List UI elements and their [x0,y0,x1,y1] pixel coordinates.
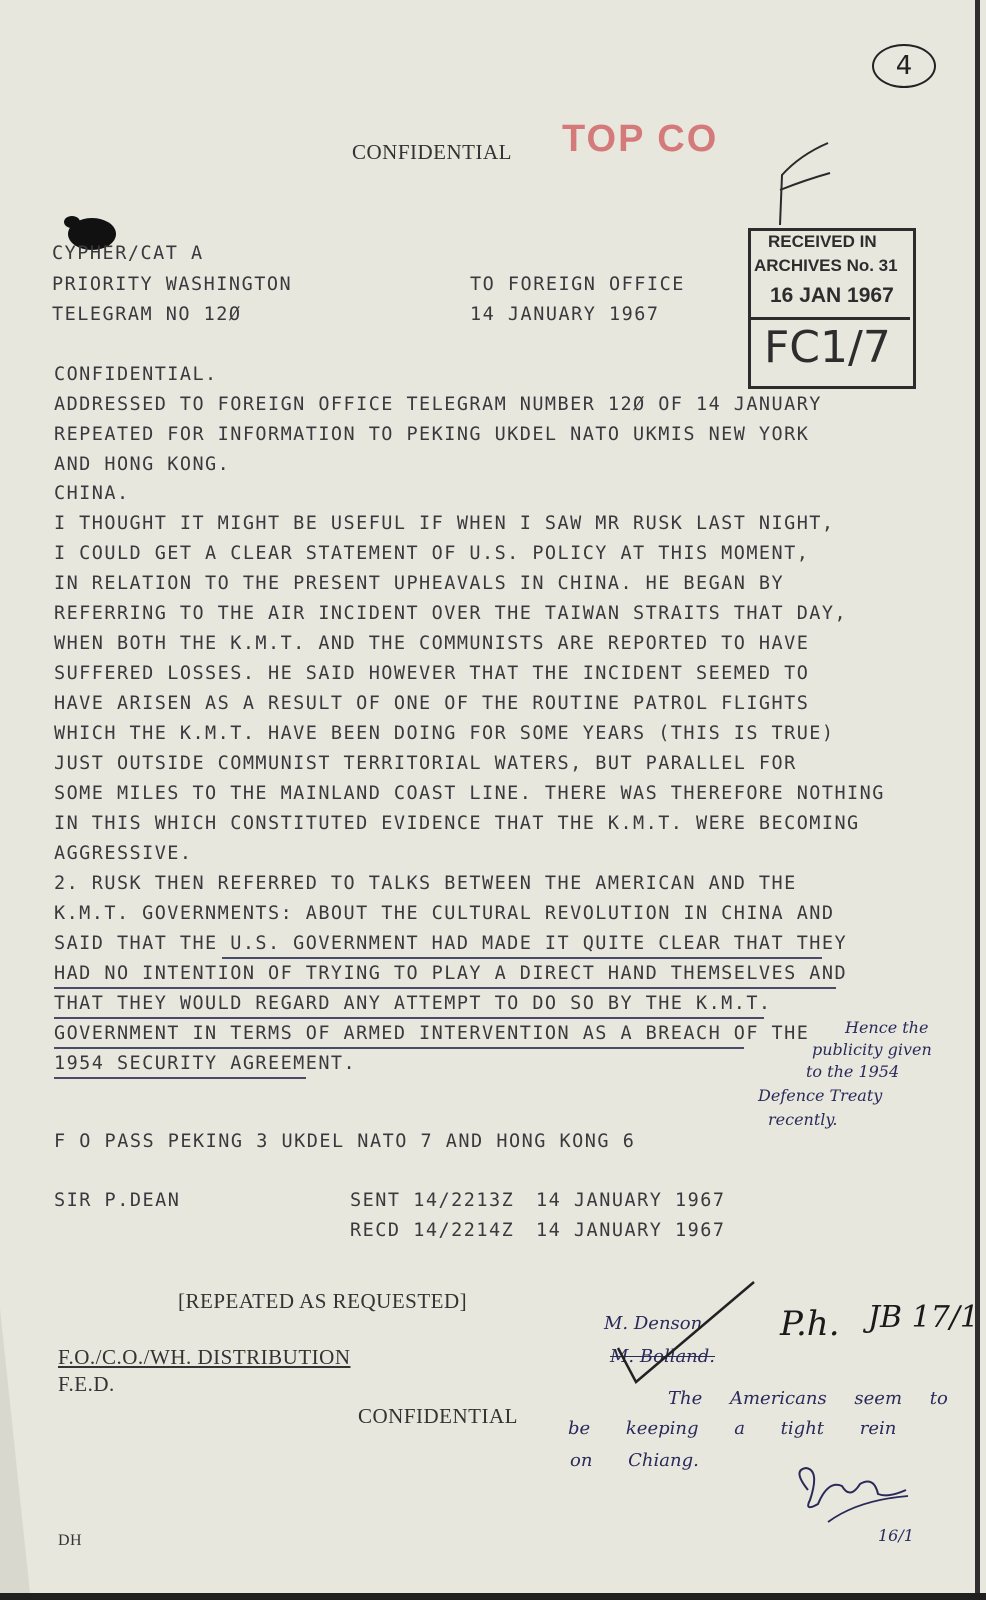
body-line: WHEN BOTH THE K.M.T. AND THE COMMUNISTS ARE REPORTED TO HAVE [54,633,810,654]
f-mark-icon [760,135,840,230]
routing-to: TO FOREIGN OFFICE [470,274,685,295]
department: F.E.D. [58,1372,115,1396]
body-line: HAVE ARISEN AS A RESULT OF ONE OF THE ROUTINE PATROL FLIGHTS [54,693,810,714]
handwritten-name: M. Bolland. [610,1346,716,1367]
margin-note-line: recently. [768,1110,838,1129]
margin-note-line: Defence Treaty [758,1086,883,1105]
body-line: CHINA. [54,483,130,504]
body-line: GOVERNMENT IN TERMS OF ARMED INTERVENTION AS A BREACH OF THE [54,1023,810,1044]
underline-mark [222,957,822,959]
body-line: CONFIDENTIAL. [54,364,218,385]
underline-mark [54,987,836,989]
margin-note-line: Hence the [845,1018,929,1037]
body-line: IN THIS WHICH CONSTITUTED EVIDENCE THAT THE K.M.T. WERE BECOMING [54,813,860,834]
body-line: THAT THEY WOULD REGARD ANY ATTEMPT TO DO SO BY THE K.M.T. [54,993,772,1014]
folded-corner [0,1308,30,1593]
recd-label: RECD 14/2214Z [350,1220,515,1241]
handwritten-initials-ph: P.h. [780,1304,840,1344]
stamp-line-received: RECEIVED IN [768,232,877,251]
tick-mark-icon [614,1278,764,1388]
stamp-reference: FC1/7 [764,322,891,373]
handwritten-initials-jb: JB 17/1 [868,1300,979,1335]
routing-date: 14 JANUARY 1967 [470,304,660,325]
routing-telegram-no: TELEGRAM NO 12Ø [52,304,242,325]
footer-initials: DH [58,1532,83,1549]
footer-classification: CONFIDENTIAL [358,1404,518,1428]
margin-note-line: publicity given [812,1040,932,1059]
body-line: REFERRING TO THE AIR INCIDENT OVER THE TAIWAN STRAITS THAT DAY, [54,603,848,624]
body-line: WHICH THE K.M.T. HAVE BEEN DOING FOR SOME YEARS (THIS IS TRUE) [54,723,835,744]
routing-cypher: CYPHER/CAT A [52,243,204,264]
body-line: HAD NO INTENTION OF TRYING TO PLAY A DIRECT HAND THEMSELVES AND [54,963,848,984]
sender: SIR P.DEAN [54,1190,181,1211]
body-line: REPEATED FOR INFORMATION TO PEKING UKDEL NATO UKMIS NEW YORK [54,424,810,445]
page-number-circle: 4 [872,44,936,88]
body-line: JUST OUTSIDE COMMUNIST TERRITORIAL WATERS, BUT PARALLEL FOR [54,753,797,774]
minute-line: The Americans seem to [668,1388,948,1409]
recd-date: 14 JANUARY 1967 [536,1220,726,1241]
body-line: AGGRESSIVE. [54,843,193,864]
handwritten-date: 16/1 [878,1526,914,1545]
stamp-date: 16 JAN 1967 [770,284,894,307]
archive-stamp-divider [748,317,910,320]
margin-note-line: to the 1954 [806,1062,900,1081]
header-classification: CONFIDENTIAL [352,140,512,164]
body-line: IN RELATION TO THE PRESENT UPHEAVALS IN CHINA. HE BEGAN BY [54,573,785,594]
handwritten-name: M. Denson [604,1313,703,1334]
routing-priority: PRIORITY WASHINGTON [52,274,293,295]
sent-date: 14 JANUARY 1967 [536,1190,726,1211]
repeated-note: [REPEATED AS REQUESTED] [178,1289,468,1313]
distribution: F.O./C.O./WH. DISTRIBUTION [58,1345,351,1369]
minute-line: be keeping a tight rein [568,1418,897,1439]
underline-mark [54,1017,764,1019]
sent-label: SENT 14/2213Z [350,1190,515,1211]
body-line: I THOUGHT IT MIGHT BE USEFUL IF WHEN I SAW MR RUSK LAST NIGHT, [54,513,835,534]
body-line: ADDRESSED TO FOREIGN OFFICE TELEGRAM NUMBER 12Ø OF 14 JANUARY [54,394,822,415]
underline-mark [54,1077,306,1079]
underline-mark [54,1047,744,1049]
top-copy-stamp: TOP CO [562,118,719,160]
body-line: AND HONG KONG. [54,454,231,475]
body-line: SOME MILES TO THE MAINLAND COAST LINE. THERE WAS THEREFORE NOTHING [54,783,885,804]
body-line: 1954 SECURITY AGREEMENT. [54,1053,357,1074]
body-line: SAID THAT THE U.S. GOVERNMENT HAD MADE IT QUITE CLEAR THAT THEY [54,933,848,954]
body-line: I COULD GET A CLEAR STATEMENT OF U.S. POLICY AT THIS MOMENT, [54,543,810,564]
pass-line: F O PASS PEKING 3 UKDEL NATO 7 AND HONG KONG 6 [54,1131,636,1152]
body-line: K.M.T. GOVERNMENTS: ABOUT THE CULTURAL REVOLUTION IN CHINA AND [54,903,835,924]
body-line: SUFFERED LOSSES. HE SAID HOWEVER THAT THE INCIDENT SEEMED TO [54,663,810,684]
minute-line: on Chiang. [570,1450,699,1471]
scan-edge-right [975,0,980,1600]
scan-edge-bottom [0,1593,986,1600]
body-line: 2. RUSK THEN REFERRED TO TALKS BETWEEN THE AMERICAN AND THE [54,873,797,894]
stamp-line-archives: ARCHIVES No. 31 [754,256,898,275]
